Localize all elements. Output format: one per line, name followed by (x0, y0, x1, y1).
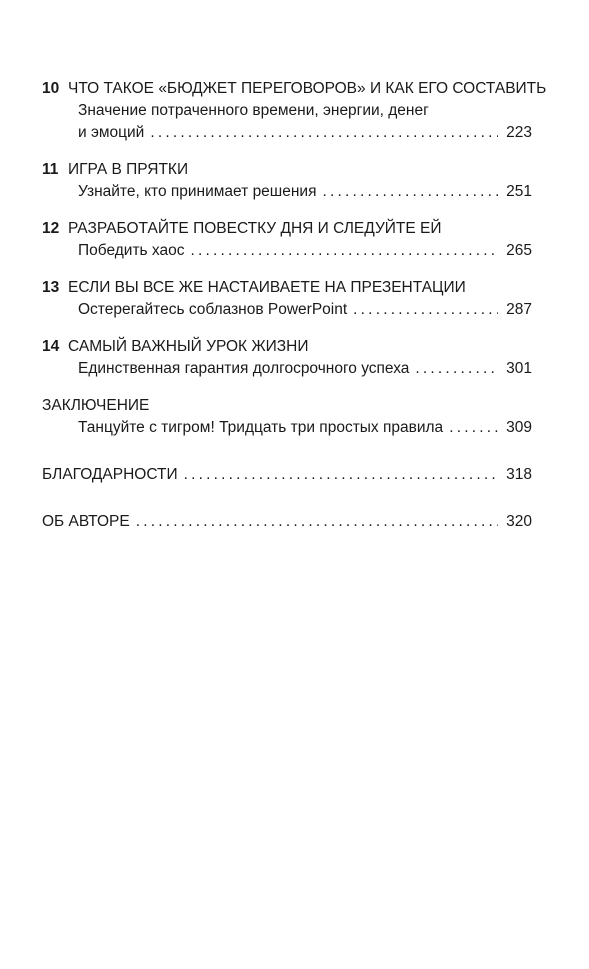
chapter-subtitle-leader-line (42, 299, 532, 321)
chapter-subtitle: Узнайте, кто принимает решения (78, 183, 317, 200)
toc-entry-chapter-13[interactable] (42, 277, 532, 321)
chapter-heading (42, 336, 532, 358)
chapter-heading (42, 78, 547, 100)
chapter-heading (42, 277, 532, 299)
dot-leader (150, 122, 498, 144)
chapter-title: ИГРА В ПРЯТКИ (68, 161, 189, 178)
section-leader-line (42, 464, 532, 486)
dot-leader (184, 464, 498, 486)
toc-entry-chapter-11[interactable] (42, 159, 532, 203)
page-number: 265 (506, 242, 532, 259)
chapter-subtitle: Единственная гарантия долгосрочного успеха (78, 360, 410, 377)
chapter-title: САМЫЙ ВАЖНЫЙ УРОК ЖИЗНИ (68, 338, 309, 355)
page-number: 309 (506, 419, 532, 436)
chapter-subtitle-continued: и эмоций (78, 124, 145, 141)
chapter-heading (42, 218, 532, 240)
section-heading: БЛАГОДАРНОСТИ (42, 466, 178, 483)
chapter-title: ЧТО ТАКОЕ «БЮДЖЕТ ПЕРЕГОВОРОВ» И КАК ЕГО СОСТАВИТЬ (68, 80, 547, 97)
toc-entry-chapter-10[interactable] (42, 78, 547, 144)
dot-leader (191, 240, 499, 262)
dot-leader (449, 417, 498, 439)
section-subtitle: Танцуйте с тигром! Тридцать три простых правила (78, 419, 444, 436)
section-heading: ОБ АВТОРЕ (42, 513, 130, 530)
page-number: 320 (506, 513, 532, 530)
dot-leader (415, 358, 498, 380)
table-of-contents (42, 78, 547, 533)
toc-entry-conclusion[interactable] (42, 395, 532, 439)
chapter-subtitle: Значение потраченного времени, энергии, денег (78, 102, 429, 119)
chapter-title: ЕСЛИ ВЫ ВСЕ ЖЕ НАСТАИВАЕТЕ НА ПРЕЗЕНТАЦИИ (68, 279, 466, 296)
section-subtitle-leader-line (42, 417, 532, 439)
chapter-number: 10 (42, 80, 60, 97)
chapter-subtitle-leader-line (42, 122, 532, 144)
page-number: 223 (506, 124, 532, 141)
section-heading: ЗАКЛЮЧЕНИЕ (42, 397, 150, 414)
toc-entry-chapter-14[interactable] (42, 336, 532, 380)
page-number: 251 (506, 183, 532, 200)
chapter-number: 12 (42, 220, 60, 237)
dot-leader (322, 181, 498, 203)
chapter-number: 14 (42, 338, 60, 355)
chapter-number: 11 (42, 161, 59, 178)
section-leader-line (42, 511, 532, 533)
page-number: 301 (506, 360, 532, 377)
chapter-subtitle-leader-line (42, 240, 532, 262)
dot-leader (353, 299, 498, 321)
dot-leader (136, 511, 498, 533)
chapter-subtitle-leader-line (42, 358, 532, 380)
chapter-subtitle: Победить хаос (78, 242, 185, 259)
page-number: 318 (506, 466, 532, 483)
page-number: 287 (506, 301, 532, 318)
chapter-title: РАЗРАБОТАЙТЕ ПОВЕСТКУ ДНЯ И СЛЕДУЙТЕ ЕЙ (68, 220, 442, 237)
toc-entry-about-author[interactable] (42, 511, 532, 533)
toc-entry-acknowledgements[interactable] (42, 464, 532, 486)
chapter-number: 13 (42, 279, 60, 296)
chapter-heading (42, 159, 532, 181)
chapter-subtitle: Остерегайтесь соблазнов PowerPoint (78, 301, 348, 318)
chapter-subtitle-leader-line (42, 181, 532, 203)
toc-entry-chapter-12[interactable] (42, 218, 532, 262)
